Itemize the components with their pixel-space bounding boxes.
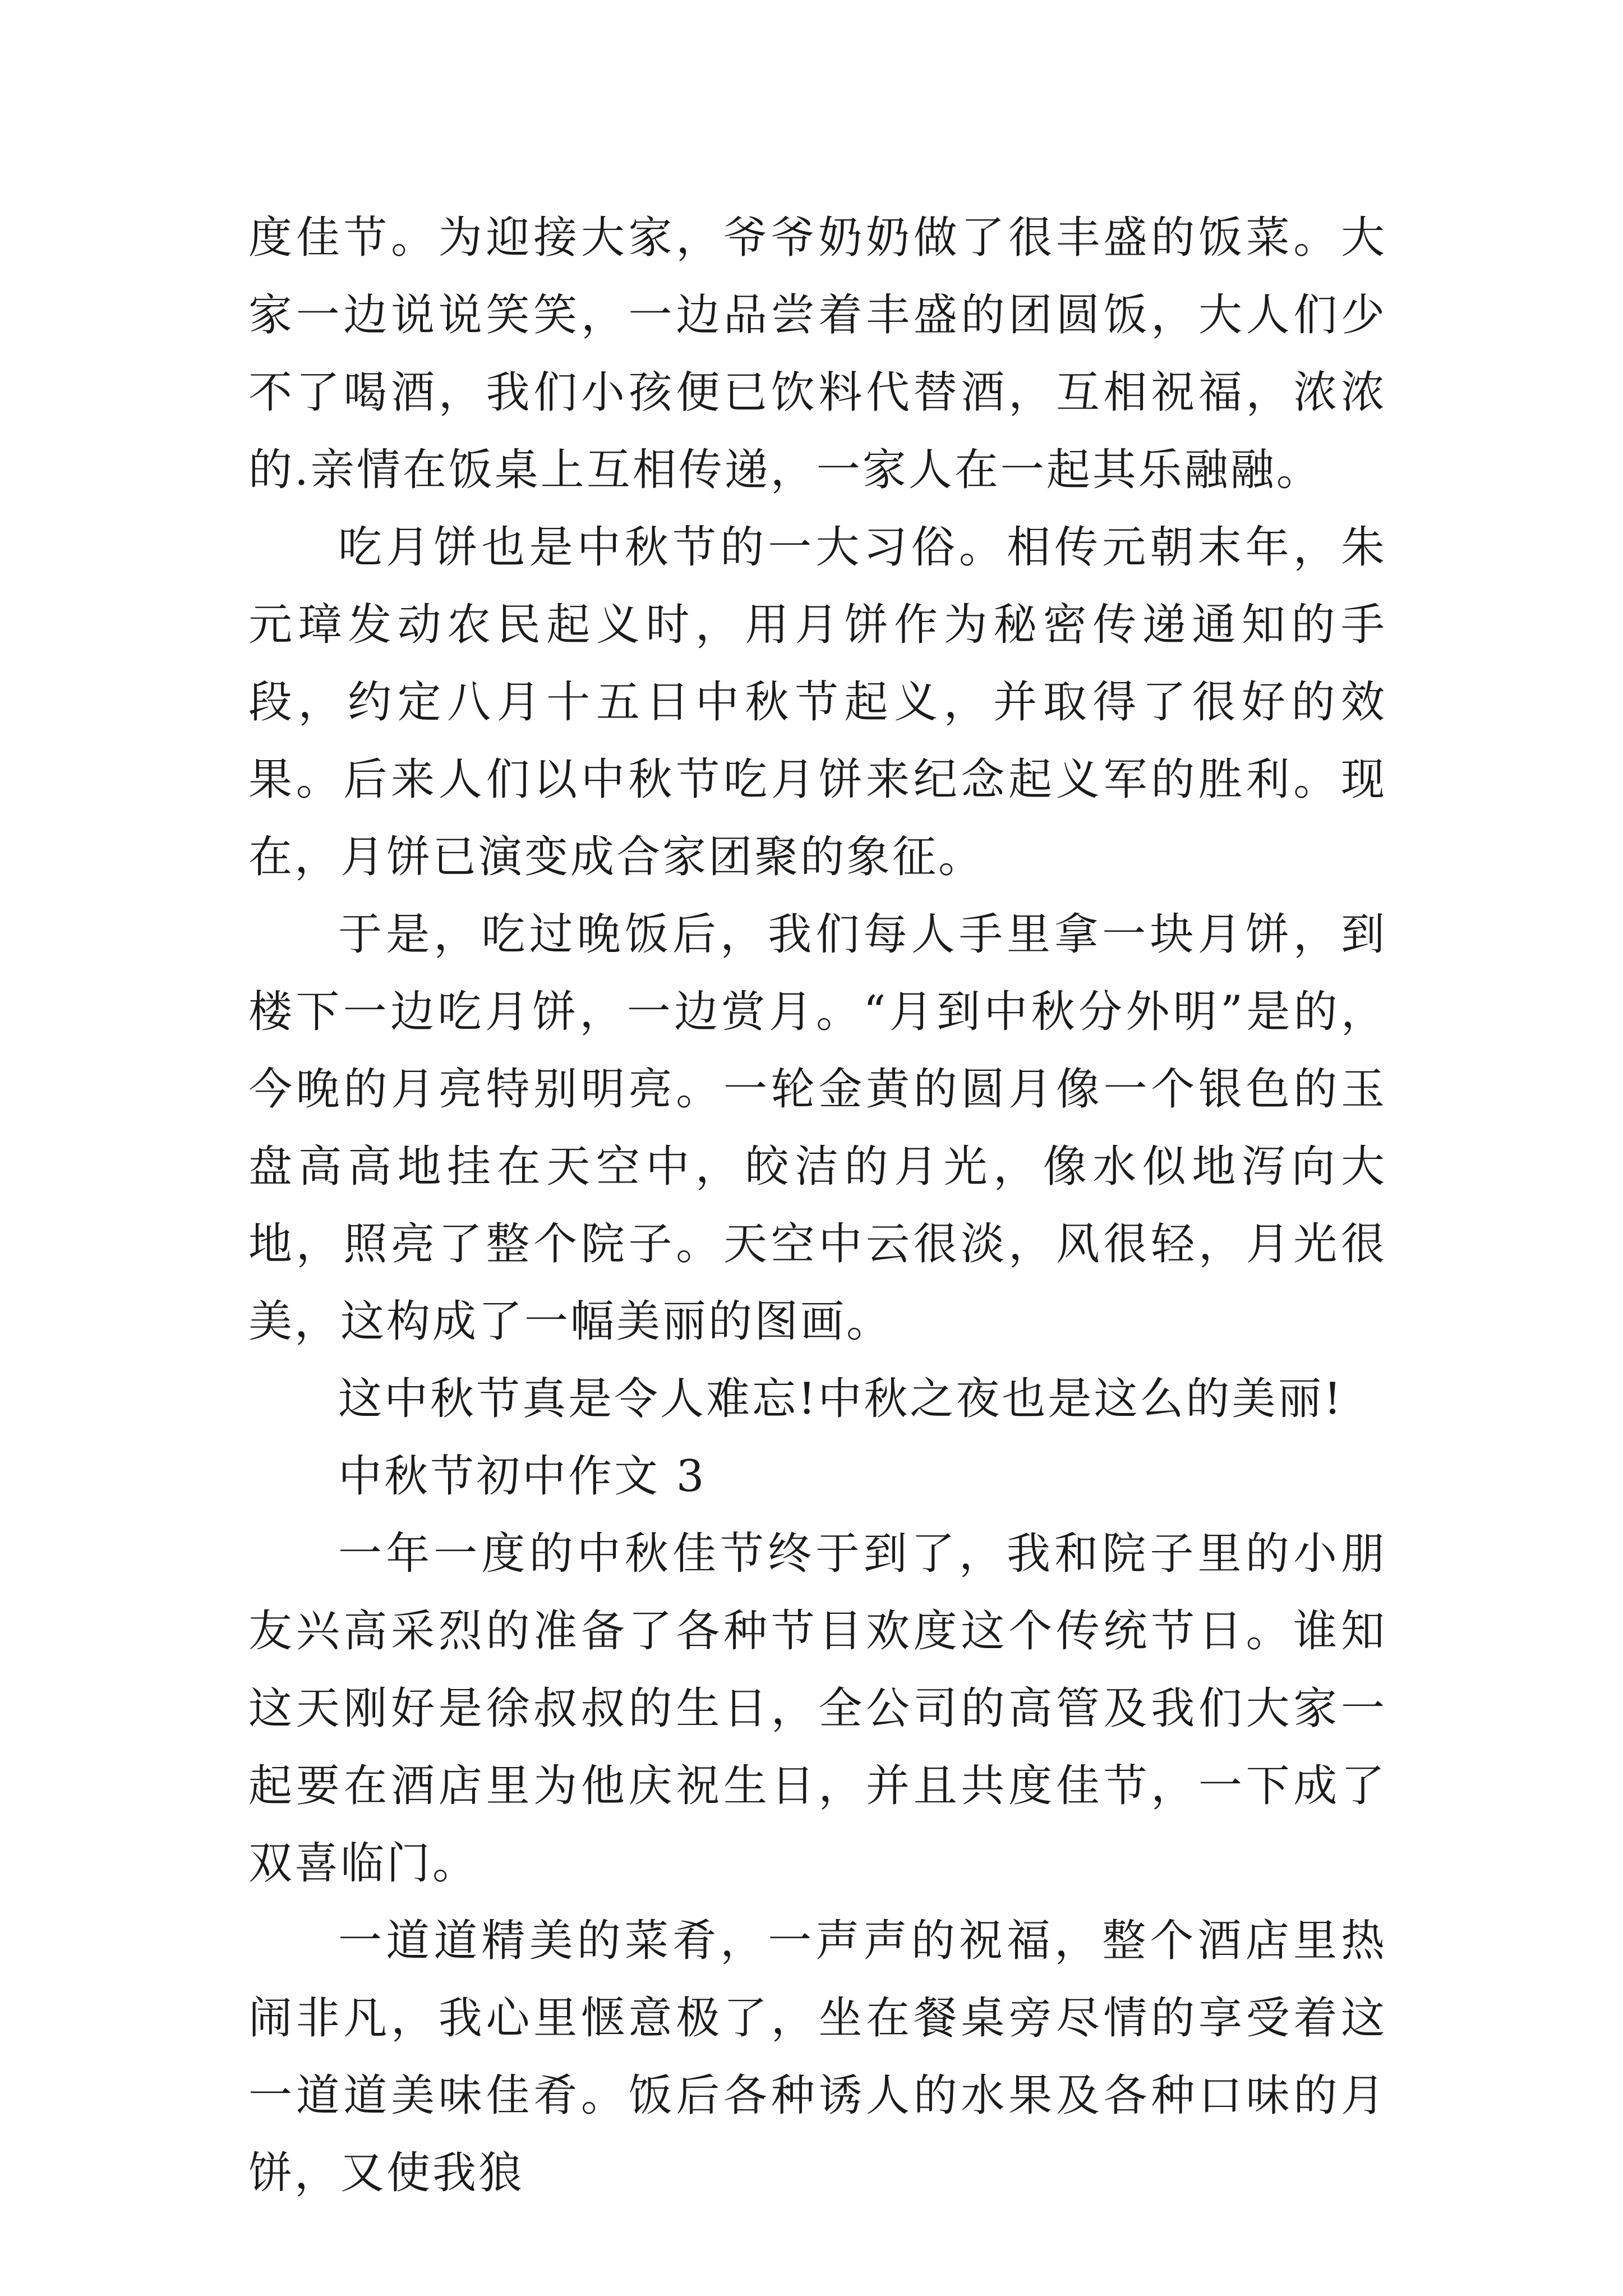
essay-heading: 中秋节初中作文 3 bbox=[338, 1451, 707, 1502]
paragraph-continued: 度佳节。为迎接大家，爷爷奶奶做了很丰盛的饭菜。大家一边说说笑笑，一边品尝着丰盛的团圆饭，大人们少不了喝酒，我们小孩便已饮料代替酒，互相祝福，浓浓的.亲情在饭桌上互相传递，一家人在一起其乐融融。 bbox=[248, 213, 1387, 495]
paragraph-festival-arrival: 一年一度的中秋佳节终于到了，我和院子里的小朋友兴高采烈的准备了各种节目欢度这个传统节日。谁知这天刚好是徐叔叔的生日，全公司的高管及我们大家一起要在酒店里为他庆祝生日，并且共度佳节，一下成了双喜临门。 bbox=[248, 1529, 1387, 1889]
paragraph-moon-viewing: 于是，吃过晚饭后，我们每人手里拿一块月饼，到楼下一边吃月饼，一边赏月。“月到中秋分外明”是的，今晚的月亮特别明亮。一轮金黄的圆月像一个银色的玉盘高高地挂在天空中，皎洁的月光，像水似地泻向大地，照亮了整个院子。天空中云很淡，风很轻，月光很美，这构成了一幅美丽的图画。 bbox=[248, 909, 1387, 1347]
document-body bbox=[248, 199, 1387, 2212]
paragraph-mooncake-custom: 吃月饼也是中秋节的一大习俗。相传元朝末年，朱元璋发动农民起义时，用月饼作为秘密传递通知的手段，约定八月十五日中秋节起义，并取得了很好的效果。后来人们以中秋节吃月饼来纪念起义军的胜利。现在，月饼已演变成合家团聚的象征。 bbox=[248, 522, 1387, 882]
paragraph-conclusion: 这中秋节真是令人难忘!中秋之夜也是这么的美丽! bbox=[338, 1374, 1344, 1424]
paragraph-dinner: 一道道精美的菜肴，一声声的祝福，整个酒店里热闹非凡，我心里惬意极了，坐在餐桌旁尽情的享受着这一道道美味佳肴。饭后各种诱人的水果及各种口味的月饼，又使我狼 bbox=[248, 1916, 1387, 2198]
